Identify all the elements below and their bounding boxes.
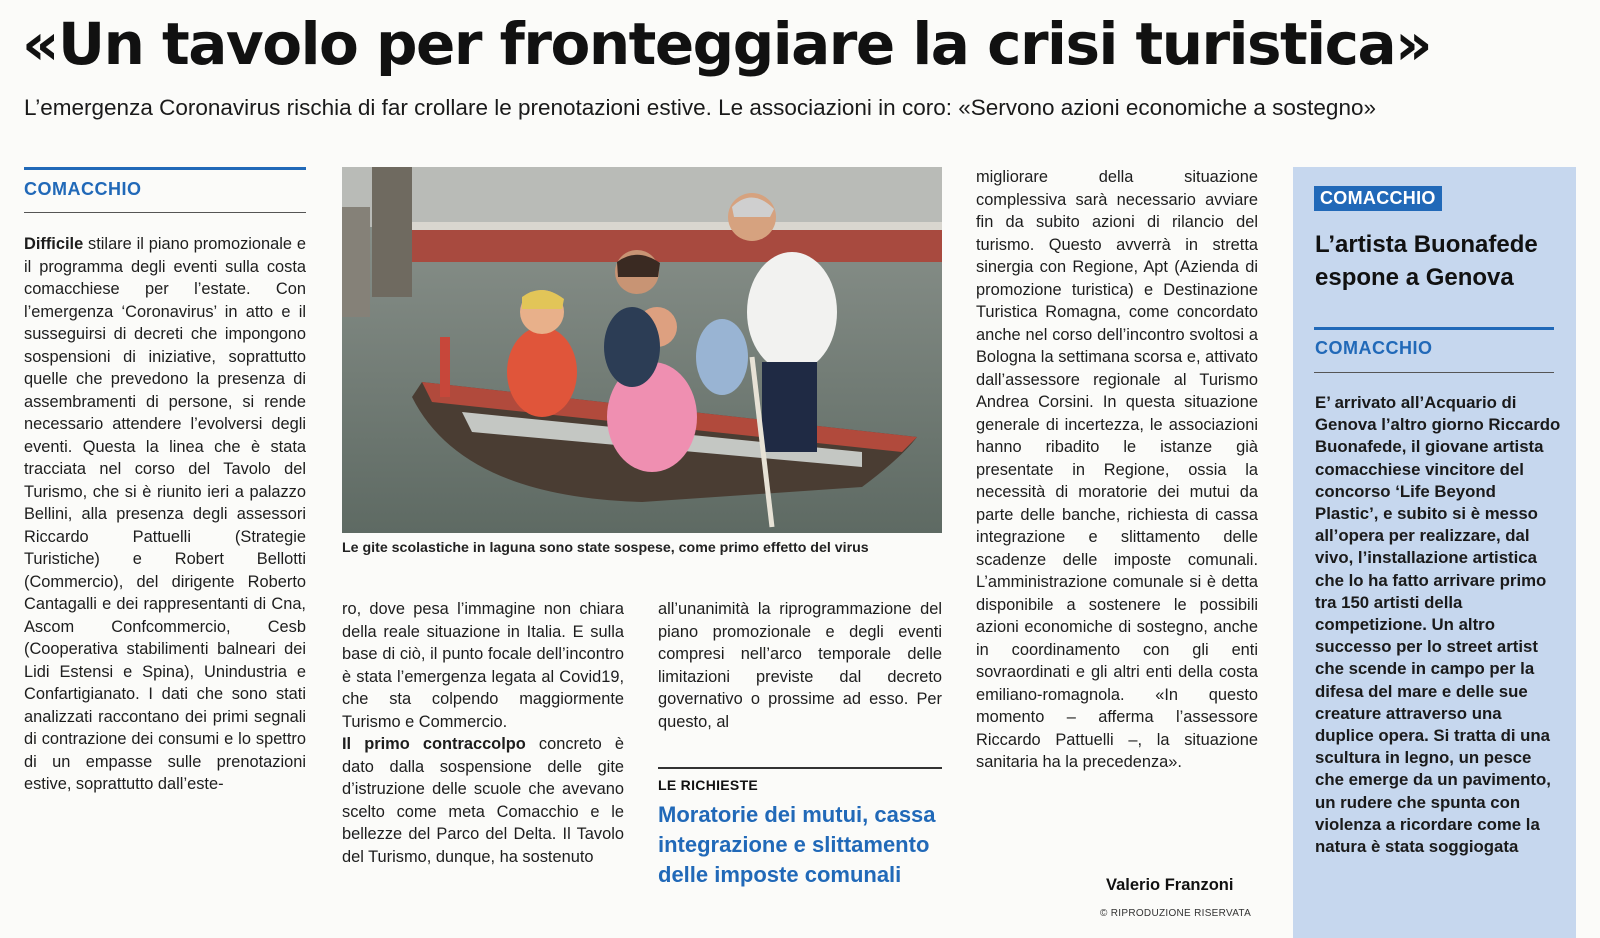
kicker-rule: [24, 212, 306, 213]
richieste-title: Moratorie dei mutui, cassa integrazione e slittamento delle imposte comunali: [658, 802, 936, 887]
sidebar-text: [1315, 392, 1563, 858]
article-column-3: [658, 598, 942, 733]
photo-caption: Le gite scolastiche in laguna sono state sospese, come primo effetto del virus: [342, 540, 869, 556]
sidebar-kicker-rule: [1314, 372, 1554, 373]
lead-word: Difficile: [24, 235, 84, 253]
sidebar-kicker-bar: [1314, 327, 1554, 330]
article-column-1: [24, 233, 306, 796]
kicker-bar: [24, 167, 306, 170]
author-byline: Valerio Franzoni: [1106, 876, 1234, 894]
copyright-note: © RIPRODUZIONE RISERVATA: [1100, 908, 1252, 919]
column-3-text: all’unanimità la riprogrammazione del piano promozionale e degli eventi compresi nell’arco temporale delle limitazioni previste dal decreto governativo o prossime ad esso. Per questo, al: [658, 600, 942, 731]
article-column-2: [342, 598, 624, 868]
section-lead: Il primo contraccolpo: [342, 735, 526, 753]
sidebar-title: L’artista Buonafede espone a Genova: [1315, 231, 1538, 291]
column-4-text: migliorare della situazione complessiva sarà necessario avviare fin da subito azioni di rilancio del turismo. Questo avverrà in stretta sinergia con Regione, Apt (Azienda di promozione turistica) e Destinazione Turistica Romagna, come concordato anche nel corso dell’incontro svoltosi a Bologna la settimana scorsa e, attivato dall’assessore regionale al Turismo Andrea Corsini. In questa situazione generale di incertezza, le associazioni hanno ribadito le istanze già presentate in Regione, ossia la necessità di moratorie dei mutui da parte delle banche, richiesta di cassa integrazione e slittamento delle scadenze delle imposte comunali. L’amministrazione comunale si è detta disponibile a sostenere le possibili azioni economiche di sostegno, anche in coordinamento con gli enti sovraordinati e gli altri enti della costa emiliano-romagnola. «In questo momento – afferma l’assessore Riccardo Pattuelli –, la situazione sanitaria ha la precedenza».: [976, 168, 1258, 771]
sidebar-lead-word: E’ arrivato: [1315, 393, 1397, 412]
column-1-text: stilare il piano promozionale e il programma degli eventi sulla costa comacchiese per l’estate. Con l’emergenza ‘Coronavirus’ in atto e il susseguirsi di decreti che impongono sospensioni di iniziative, soprattutto quelle che prevedono la presenza di assembramenti di persone, si rende necessario attendere l’evolversi degli eventi. Questa la linea che è stata tracciata nel corso del Tavolo del Turismo, che si è riunito ieri a palazzo Bellini, alla presenza degli assessori Riccardo Pattuelli (Strategie Turistiche) e Robert Bellotti (Commercio), del dirigente Roberto Cantagalli e dei rappresentanti di Cna, Ascom Confcommercio, Cesb (Cooperativa stabilimenti balneari dei Lidi Estensi e Spina), Unindustria e Confartigianato. I dati che sono stati analizzati raccontano dei primi segnali di contrazione dei consumi e lo spettro di un empasse sulle prenotazioni estive, soprattutto dall’este-: [24, 235, 306, 793]
column-2-text-b: concreto è dato dalla sospensione delle gite d’istruzione delle scuole che avevano scelto come meta Comacchio e le bellezze del Parco del Delta. Il Tavolo del Turismo, dunque, ha sostenuto: [342, 735, 624, 866]
column-2-text: ro, dove pesa l’immagine non chiara della reale situazione in Italia. E sulla base di ciò, il punto focale dell’incontro è stata l’emergenza legata al Covid19, che sta colpendo maggiormente Turismo e Commercio.: [342, 600, 624, 731]
article-photo: [342, 167, 942, 533]
subheadline: L’emergenza Coronavirus rischia di far crollare le prenotazioni estive. Le associazioni in coro: «Servono azioni economiche a sostegno»: [24, 95, 1376, 120]
headline: «Un tavolo per fronteggiare la crisi turistica»: [22, 10, 1432, 78]
sidebar-body: all’Acquario di Genova l’altro giorno Riccardo Buonafede, il giovane artista comacchiese vincitore del concorso ‘Life Beyond Plastic’, e subito si è messo all’opera per realizzare, dal vivo, l’installazione artistica che lo ha fatto arrivare primo tra 150 artisti della competizione. Un altro successo per lo street artist che scende in campo per la difesa del mare e delle sue creature attraverso una duplice opera. Si tratta di una scultura in legno, un pesce che emerge da un pavimento, un rudere che spunta con violenza a ricordare come la natura è stata soggiogata: [1315, 393, 1561, 857]
article-kicker: COMACCHIO: [24, 179, 142, 199]
richieste-rule: [658, 767, 942, 769]
boat-photo-illustration: [342, 167, 942, 533]
article-column-4: [976, 166, 1258, 774]
sidebar-kicker: COMACCHIO: [1315, 338, 1433, 358]
richieste-label: LE RICHIESTE: [658, 777, 759, 793]
sidebar-tag: COMACCHIO: [1314, 186, 1442, 211]
